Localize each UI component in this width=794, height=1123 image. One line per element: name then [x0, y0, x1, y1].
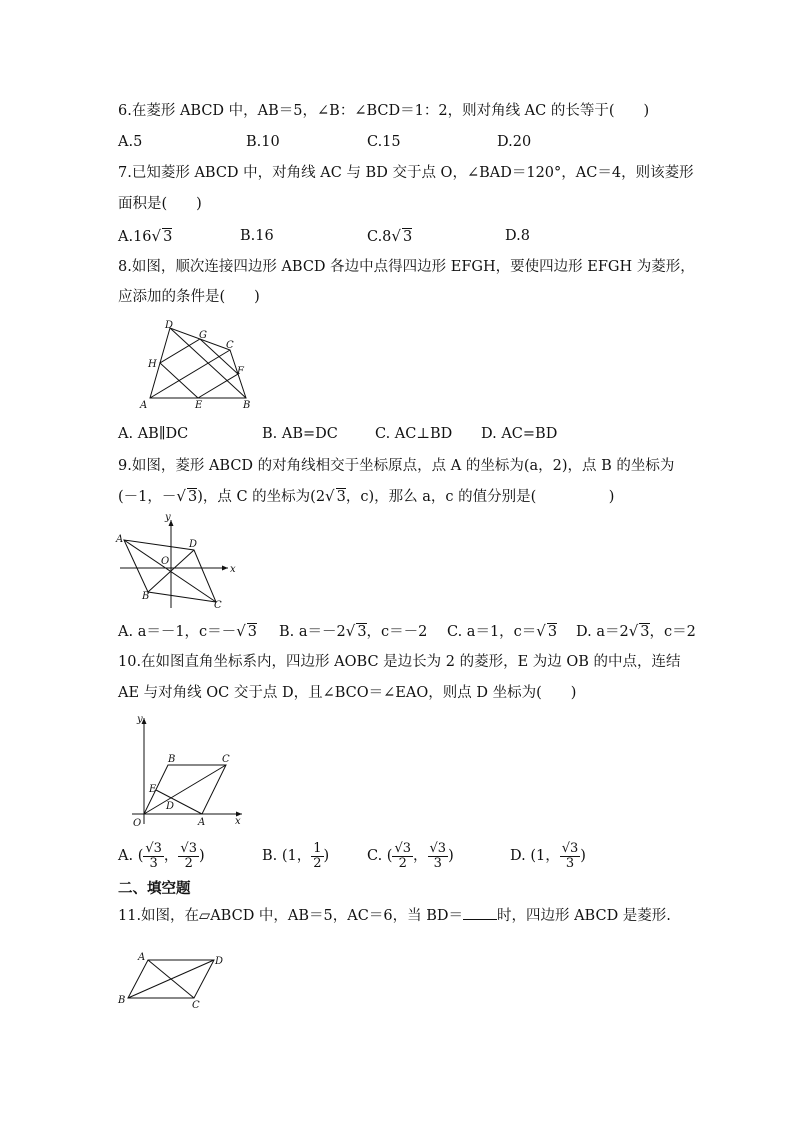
q11-answer-blank[interactable] — [463, 905, 497, 920]
q10-label-d: D — [166, 801, 175, 812]
q8-stem-line1: 8.如图，顺次连接四边形 ABCD 各边中点得四边形 EFGH，要使四边形 EFGH 为菱形， — [118, 259, 695, 275]
q8-option-c: C. AC⊥BD — [375, 426, 453, 442]
q10-label-x: x — [235, 816, 241, 827]
q9-option-b: B. a＝－2√ 3，c＝－2 — [279, 622, 428, 640]
q9-option-a: A. a＝－1，c＝－√ 3 — [118, 622, 257, 640]
q10-coordinate-figure — [116, 712, 248, 830]
q6-stem: 6.在菱形 ABCD 中，AB＝5，∠B：∠BCD＝1：2，则对角线 AC 的长等于( ) — [118, 103, 650, 119]
q10-label-a: A — [198, 817, 206, 828]
q10-stem-line1: 10.在如图直角坐标系内，四边形 AOBC 是边长为 2 的菱形，E 为边 OB 的中点，连结 — [118, 654, 681, 670]
q8-label-c: C — [226, 340, 234, 351]
q10-option-b: B. (1， $\frac{1}{2}$ ) — [262, 840, 330, 871]
q10-option-c: C. ( $\frac{√3}{2}$ ， $\frac{√3}{3}$ ) — [367, 840, 454, 871]
q9-label-y: y — [165, 512, 171, 523]
q7-option-c: C.8√ 3 — [367, 227, 413, 245]
q8-label-e: E — [195, 400, 203, 411]
q6-option-c: C.15 — [367, 134, 401, 150]
q11-label-a: A — [138, 952, 146, 963]
q8-option-d: D. AC=BD — [481, 426, 558, 442]
q9-stem-line2: (－1，－√ 3)，点 C 的坐标为(2√ 3，c)，那么 a，c 的值分别是( ) — [118, 487, 615, 505]
q8-option-a: A. AB∥DC — [118, 426, 189, 442]
q11-label-d: D — [215, 956, 224, 967]
q7-stem-line2: 面积是( ) — [118, 196, 202, 212]
q10-label-o: O — [133, 818, 142, 829]
q9-coordinate-figure — [116, 512, 236, 612]
q11-parallelogram-figure — [116, 950, 236, 1012]
q10-stem-line2: AE 与对角线 OC 交于点 D，且∠BCO＝∠EAO，则点 D 坐标为( ) — [118, 685, 577, 701]
q6-option-a: A.5 — [118, 134, 143, 150]
q6-option-b: B.10 — [246, 134, 280, 150]
q9-label-c: C — [214, 600, 222, 611]
q10-option-a: A. ( $\frac{√3}{3}$ ， $\frac{√3}{2}$ ) — [118, 840, 205, 871]
q10-label-y: y — [137, 714, 143, 725]
q8-label-h: H — [148, 359, 157, 370]
q9-label-a: A — [116, 534, 124, 545]
q9-label-b: B — [142, 591, 150, 602]
q9-option-d: D. a＝2√ 3，c＝2 — [576, 622, 696, 640]
q11-label-c: C — [192, 1000, 200, 1011]
q9-label-d: D — [189, 539, 198, 550]
q7-option-a: A.16√ 3 — [118, 227, 173, 245]
q8-quadrilateral-figure — [140, 320, 260, 412]
q9-option-c: C. a＝1，c＝√ 3 — [447, 622, 558, 640]
q8-label-b: B — [243, 400, 251, 411]
q8-option-b: B. AB=DC — [262, 426, 338, 442]
q6-option-d: D.20 — [497, 134, 532, 150]
q9-label-o: O — [161, 556, 170, 567]
q7-stem-line1: 7.已知菱形 ABCD 中，对角线 AC 与 BD 交于点 O，∠BAD＝120°，AC＝4，则该菱形 — [118, 165, 694, 181]
q8-label-f: F — [237, 366, 244, 377]
q9-label-x: x — [230, 564, 236, 575]
q11-label-b: B — [118, 995, 126, 1006]
q7-option-b: B.16 — [240, 228, 274, 244]
q10-label-c: C — [222, 754, 230, 765]
q8-label-a: A — [140, 400, 148, 411]
q10-label-e: E — [149, 784, 157, 795]
q8-label-d: D — [165, 320, 174, 331]
q9-stem-line1: 9.如图，菱形 ABCD 的对角线相交于坐标原点，点 A 的坐标为(a，2)，点 B 的坐标为 — [118, 458, 675, 474]
section-heading-fill-in: 二、填空题 — [118, 881, 191, 897]
q7-option-d: D.8 — [505, 228, 530, 244]
q8-stem-line2: 应添加的条件是( ) — [118, 289, 260, 305]
q10-label-b: B — [168, 754, 176, 765]
q8-label-g: G — [199, 330, 207, 341]
q10-option-d: D. (1， $\frac{√3}{3}$ ) — [510, 840, 586, 871]
q11-stem: 11.如图，在▱ABCD 中，AB＝5，AC＝6，当 BD＝ 时，四边形 ABCD 是菱形. — [118, 905, 671, 926]
